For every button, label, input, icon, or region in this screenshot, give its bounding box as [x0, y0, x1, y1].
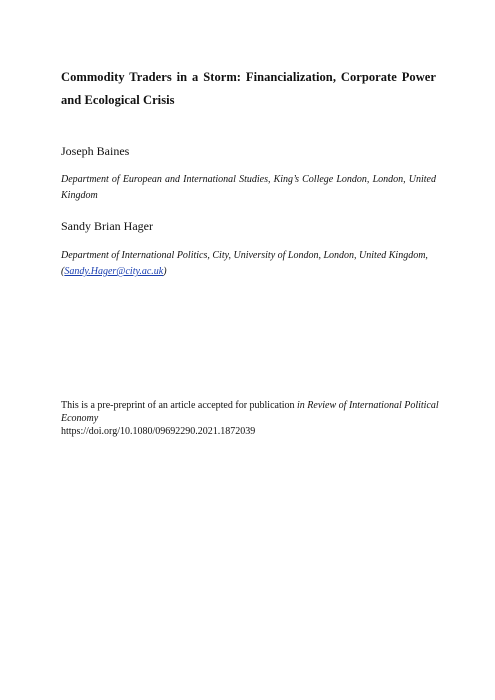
doi-text: https://doi.org/10.1080/09692290.2021.1872039 — [61, 426, 256, 437]
publication-note — [61, 399, 441, 438]
email-close-paren: ) — [163, 266, 167, 277]
publication-note-prefix: This is a pre-preprint of an article accepted for publication — [61, 400, 298, 411]
affiliation-text-2: Department of International Politics, City, University of London, London, United Kingdom, — [61, 250, 428, 261]
author-affiliation-1: Department of European and International Studies, King’s College London, London, United Kingdom — [61, 174, 436, 201]
email-open-paren: ( — [61, 266, 65, 277]
author-name-1: Joseph Baines — [61, 144, 130, 158]
author-name-2: Sandy Brian Hager — [61, 219, 153, 233]
journal-name: in Review of International Political Economy — [61, 400, 439, 424]
paper-title: Commodity Traders in a Storm: Financialization, Corporate Power and Ecological Crisis — [61, 70, 436, 107]
author-email-link[interactable]: Sandy.Hager@city.ac.uk — [64, 266, 164, 277]
author-affiliation-2 — [61, 248, 436, 280]
